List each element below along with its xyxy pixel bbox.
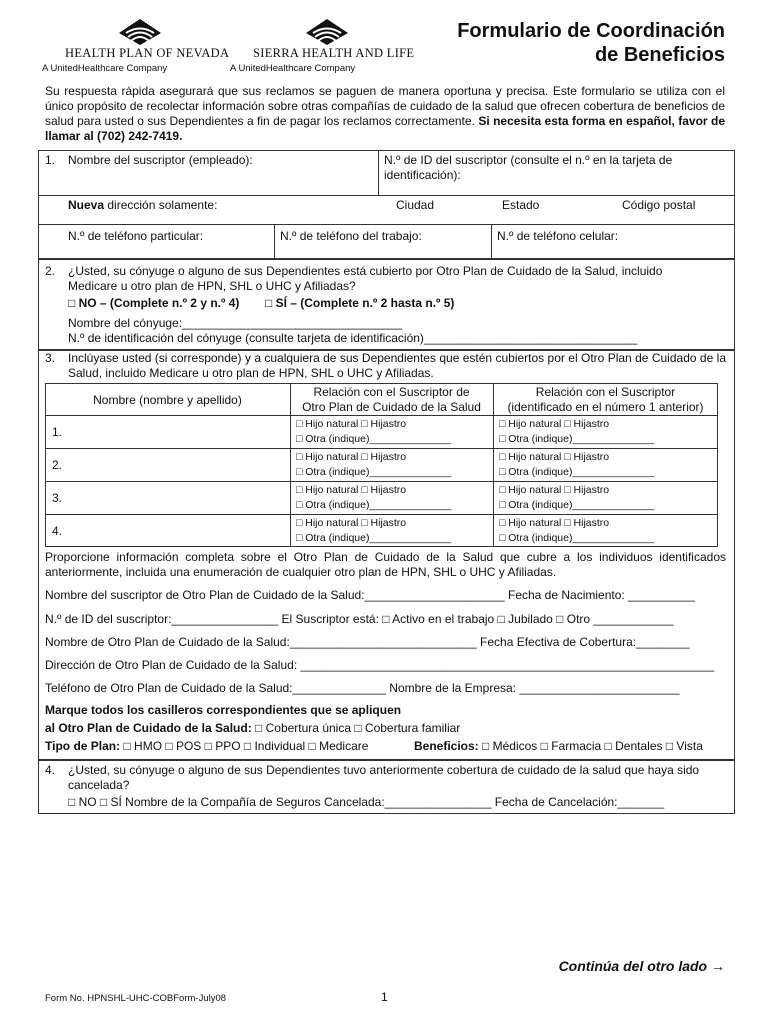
col-header-rel-sub-1: Relación con el Suscriptor: [535, 385, 676, 399]
title-line-1: Formulario de Coordinación: [457, 20, 725, 42]
rel-sub-checkbox[interactable]: □ Hijo natural □ Hijastro: [499, 418, 610, 430]
other-plan-name-field[interactable]: Nombre de Otro Plan de Cuidado de la Salud:____________________________ Fecha Efectiva de Cobertura:________: [45, 635, 690, 649]
spouse-id-field[interactable]: N.º de identificación del cónyuge (consulte tarjeta de identificación)________________________________: [68, 331, 638, 345]
plan-type-label: Tipo de Plan:: [45, 739, 121, 753]
logo-hpn-name: HEALTH PLAN OF NEVADA: [65, 46, 230, 60]
state-field[interactable]: Estado: [502, 198, 540, 212]
logo-hpn-sub: A UnitedHealthcare Company: [42, 63, 168, 74]
rel-other-other-field[interactable]: □ Otra (indique)______________: [296, 532, 452, 544]
section-3-number: 3.: [45, 351, 56, 365]
rel-sub-checkbox[interactable]: □ Hijo natural □ Hijastro: [499, 451, 610, 463]
table-row-number: 2.: [52, 458, 63, 472]
rel-other-other-field[interactable]: □ Otra (indique)______________: [296, 433, 452, 445]
table-row-number: 1.: [52, 425, 63, 439]
zip-field[interactable]: Código postal: [622, 198, 696, 212]
table-row-number: 3.: [52, 491, 63, 505]
rel-other-checkbox[interactable]: □ Hijo natural □ Hijastro: [296, 418, 407, 430]
hpn-logo-icon: [118, 18, 162, 46]
option-no-checkbox[interactable]: □ NO – (Complete n.º 2 y n.º 4): [68, 296, 240, 310]
coverage-type-options: □ Cobertura única □ Cobertura familiar: [251, 721, 461, 735]
work-phone-field[interactable]: N.º de teléfono del trabajo:: [280, 229, 422, 243]
rel-sub-checkbox[interactable]: □ Hijo natural □ Hijastro: [499, 517, 610, 529]
section-2-question: ¿Usted, su cónyuge o alguno de sus Dependientes está cubierto por Otro Plan de Cuidado de la Salud, incluido Medicare u otro plan de HPN, SHL o UHC y Afiliadas?: [68, 264, 663, 293]
rel-other-other-field[interactable]: □ Otra (indique)______________: [296, 466, 452, 478]
cell-phone-field[interactable]: N.º de teléfono celular:: [497, 229, 619, 243]
section-2-number: 2.: [45, 264, 56, 278]
city-field[interactable]: Ciudad: [396, 198, 435, 212]
mark-all-heading: Marque todos los casilleros correspondientes que se apliquen: [45, 703, 402, 717]
coverage-type-label: al Otro Plan de Cuidado de la Salud:: [45, 721, 252, 735]
form-number: Form No. HPNSHL-UHC-COBForm-July08: [45, 993, 227, 1004]
rel-sub-other-field[interactable]: □ Otra (indique)______________: [499, 433, 655, 445]
coverage-type-checkboxes[interactable]: [45, 721, 460, 736]
section-1-number: 1.: [45, 153, 56, 167]
home-phone-field[interactable]: N.º de teléfono particular:: [68, 229, 204, 243]
benefits-options: □ Médicos □ Farmacia □ Dentales □ Vista: [478, 739, 703, 753]
col-header-rel-sub-2: (identificado en el número 1 anterior): [507, 400, 704, 414]
intro-text: Su respuesta rápida asegurará que sus reclamos se paguen de manera oportuna y precisa. Este formulario se utiliza con el único propósito de recolectar información sobre otras compañías de cuidado de la salud que ofrecen cobertura de beneficios de salud para usted o sus Dependientes a fin de pagar los reclamos correctamente.: [45, 84, 725, 128]
logo-shl-sub: A UnitedHealthcare Company: [230, 63, 356, 74]
new-address-bold: Nueva: [68, 198, 105, 212]
other-plan-id-field[interactable]: N.º de ID del suscriptor:________________ El Suscriptor está: □ Activo en el trabajo □ Jubilado □ Otro ____________: [45, 612, 674, 626]
option-si-checkbox[interactable]: □ SÍ – (Complete n.º 2 hasta n.º 5): [265, 296, 455, 310]
plan-type-options: □ HMO □ POS □ PPO □ Individual □ Medicare: [120, 739, 369, 753]
other-plan-subscriber-field[interactable]: Nombre del suscriptor de Otro Plan de Cuidado de la Salud:_____________________ Fecha de Nacimiento: __________: [45, 588, 695, 602]
continue-other-side: Continúa del otro lado →: [558, 958, 725, 974]
other-plan-phone-field[interactable]: Teléfono de Otro Plan de Cuidado de la Salud:______________ Nombre de la Empresa: ________________________: [45, 681, 680, 695]
section-4-question: ¿Usted, su cónyuge o alguno de sus Dependientes tuvo anteriormente cobertura de cuidado de la salud que haya sido cancelada?: [68, 763, 700, 792]
complete-info-text: Proporcione información completa sobre el Otro Plan de Cuidado de la Salud que cubre a los individuos identificados anteriormente, incluida una enumeración de cualquier otro plan de HPN, SHL o UHC y Afiliadas.: [45, 550, 726, 579]
col-header-rel-other-1: Relación con el Suscriptor de: [313, 385, 470, 399]
intro-bold: Si necesita esta forma en español, favor de llamar al (702) 242-7419.: [45, 114, 725, 143]
rel-other-checkbox[interactable]: □ Hijo natural □ Hijastro: [296, 517, 407, 529]
col-header-rel-other-2: Otro Plan de Cuidado de la Salud: [302, 400, 481, 414]
subscriber-id-field[interactable]: N.º de ID del suscriptor (consulte el n.º en la tarjeta de identificación):: [384, 153, 673, 182]
table-row-number: 4.: [52, 524, 63, 538]
plan-type-checkboxes[interactable]: [45, 739, 368, 754]
benefits-label: Beneficios:: [414, 739, 479, 753]
section-4-number: 4.: [45, 763, 56, 777]
rel-sub-other-field[interactable]: □ Otra (indique)______________: [499, 532, 655, 544]
rel-other-other-field[interactable]: □ Otra (indique)______________: [296, 499, 452, 511]
rel-sub-other-field[interactable]: □ Otra (indique)______________: [499, 499, 655, 511]
rel-other-checkbox[interactable]: □ Hijo natural □ Hijastro: [296, 451, 407, 463]
new-address-field[interactable]: [68, 198, 217, 213]
benefits-checkboxes[interactable]: [414, 739, 703, 754]
shl-logo-icon: [305, 18, 349, 46]
title-line-2: de Beneficios: [594, 44, 725, 66]
other-plan-address-field[interactable]: Dirección de Otro Plan de Cuidado de la Salud: ______________________________________________________________: [45, 658, 715, 672]
logo-shl-name: SIERRA HEALTH AND LIFE: [253, 46, 415, 60]
new-address-label: dirección solamente:: [104, 198, 218, 212]
section-3-intro: Inclúyase usted (si corresponde) y a cualquiera de sus Dependientes que estén cubiertos por el Otro Plan de Cuidado de la Salud, incluido Medicare u otro plan de HPN, SHL o UHC y Afiliadas.: [68, 351, 726, 380]
subscriber-name-field[interactable]: Nombre del suscriptor (empleado):: [68, 153, 253, 167]
page-number: 1: [381, 990, 388, 1004]
intro-paragraph: [45, 84, 725, 144]
spouse-name-field[interactable]: Nombre del cónyuge:_________________________________: [68, 316, 403, 330]
col-header-name: Nombre (nombre y apellido): [93, 393, 242, 407]
page-title: [405, 19, 725, 67]
rel-sub-other-field[interactable]: □ Otra (indique)______________: [499, 466, 655, 478]
rel-other-checkbox[interactable]: □ Hijo natural □ Hijastro: [296, 484, 407, 496]
rel-sub-checkbox[interactable]: □ Hijo natural □ Hijastro: [499, 484, 610, 496]
cancelled-coverage-field[interactable]: □ NO □ SÍ Nombre de la Compañía de Seguros Cancelada:________________ Fecha de Cancelación:_______: [68, 795, 665, 809]
